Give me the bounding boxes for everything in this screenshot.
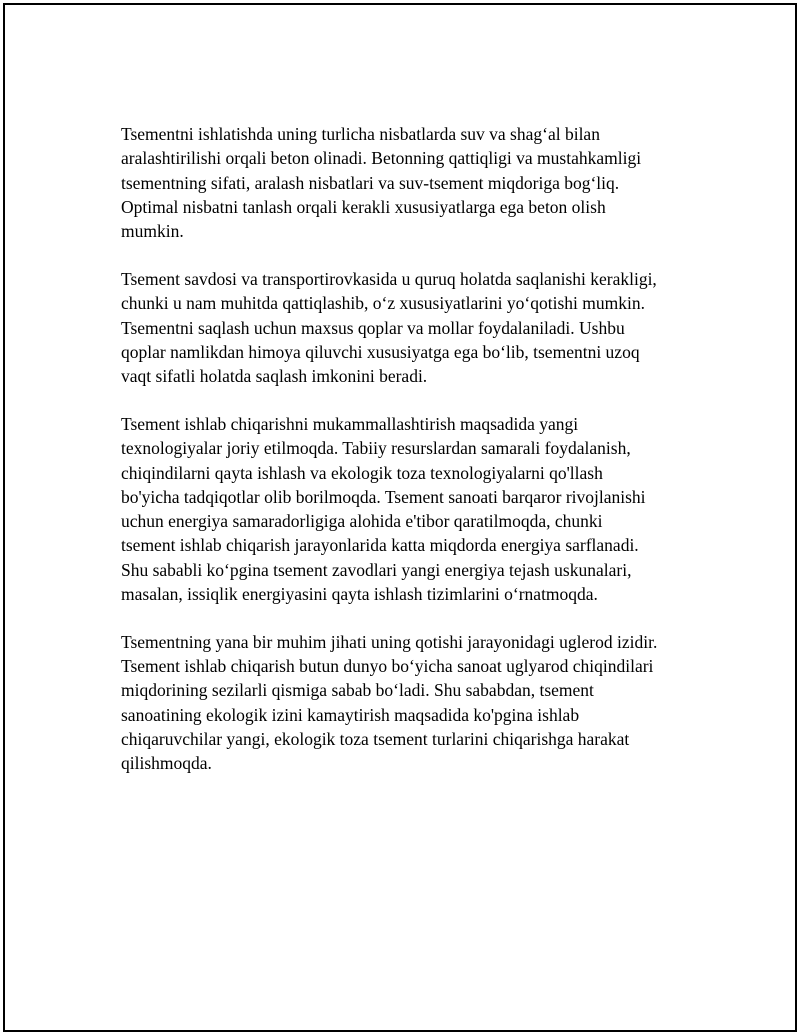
paragraph-cement-storage: Tsement savdosi va transportirovkasida u quruq holatda saqlanishi kerakligi, chunki u nam muhitda qattiqlashib, o‘z xususiyatlarini yo‘qotishi mumkin. Tsementni saqlash uchun maxsus qoplar va mollar foydalaniladi. Ushbu qoplar namlikdan himoya qiluvchi xususiyatga ega bo‘lib, tsementni uzoq vaqt sifatli holatda saqlash imkonini beradi.	[121, 268, 657, 387]
paragraph-cement-carbon: Tsementning yana bir muhim jihati uning qotishi jarayonidagi uglerod izidir. Tsement ishlab chiqarish butun dunyo bo‘yicha sanoat uglyarod chiqindilari miqdorining sezilarli qismiga sabab bo‘ladi. Shu sababdan, tsement sanoatining ekologik izini kamaytirish maqsadida ko'pgina ishlab chiqaruvchilar yangi, ekologik toza tsement turlarini chiqarishga harakat qilishmoqda.	[121, 631, 658, 774]
paragraph-cement-concrete: Tsementni ishlatishda uning turlicha nisbatlarda suv va shag‘al bilan aralashtirilishi orqali beton olinadi. Betonning qattiqligi va mustahkamligi tsementning sifati, aralash nisbatlari va suv-tsement miqdoriga bog‘liq. Optimal nisbatni tanlash orqali kerakli xususiyatlarga ega beton olish mumkin.	[121, 124, 642, 242]
document-page	[3, 3, 797, 1032]
document-body	[121, 122, 721, 799]
paragraph-cement-technology: Tsement ishlab chiqarishni mukammallashtirish maqsadida yangi texnologiyalar joriy etilmoqda. Tabiiy resurslardan samarali foydalanish, chiqindilarni qayta ishlash va ekologik toza texnologiyalarni qo'llash bo'yicha tadqiqotlar olib borilmoqda. Tsement sanoati barqaror rivojlanishi uchun energiya samaradorligiga alohida e'tibor qaratilmoqda, chunki tsement ishlab chiqarish jarayonlarida katta miqdorda energiya sarflanadi. Shu sababli ko‘pgina tsement zavodlari yangi energiya tejash uskunalari, masalan, issiqlik energiyasini qayta ishlash tizimlarini o‘rnatmoqda.	[121, 413, 646, 605]
